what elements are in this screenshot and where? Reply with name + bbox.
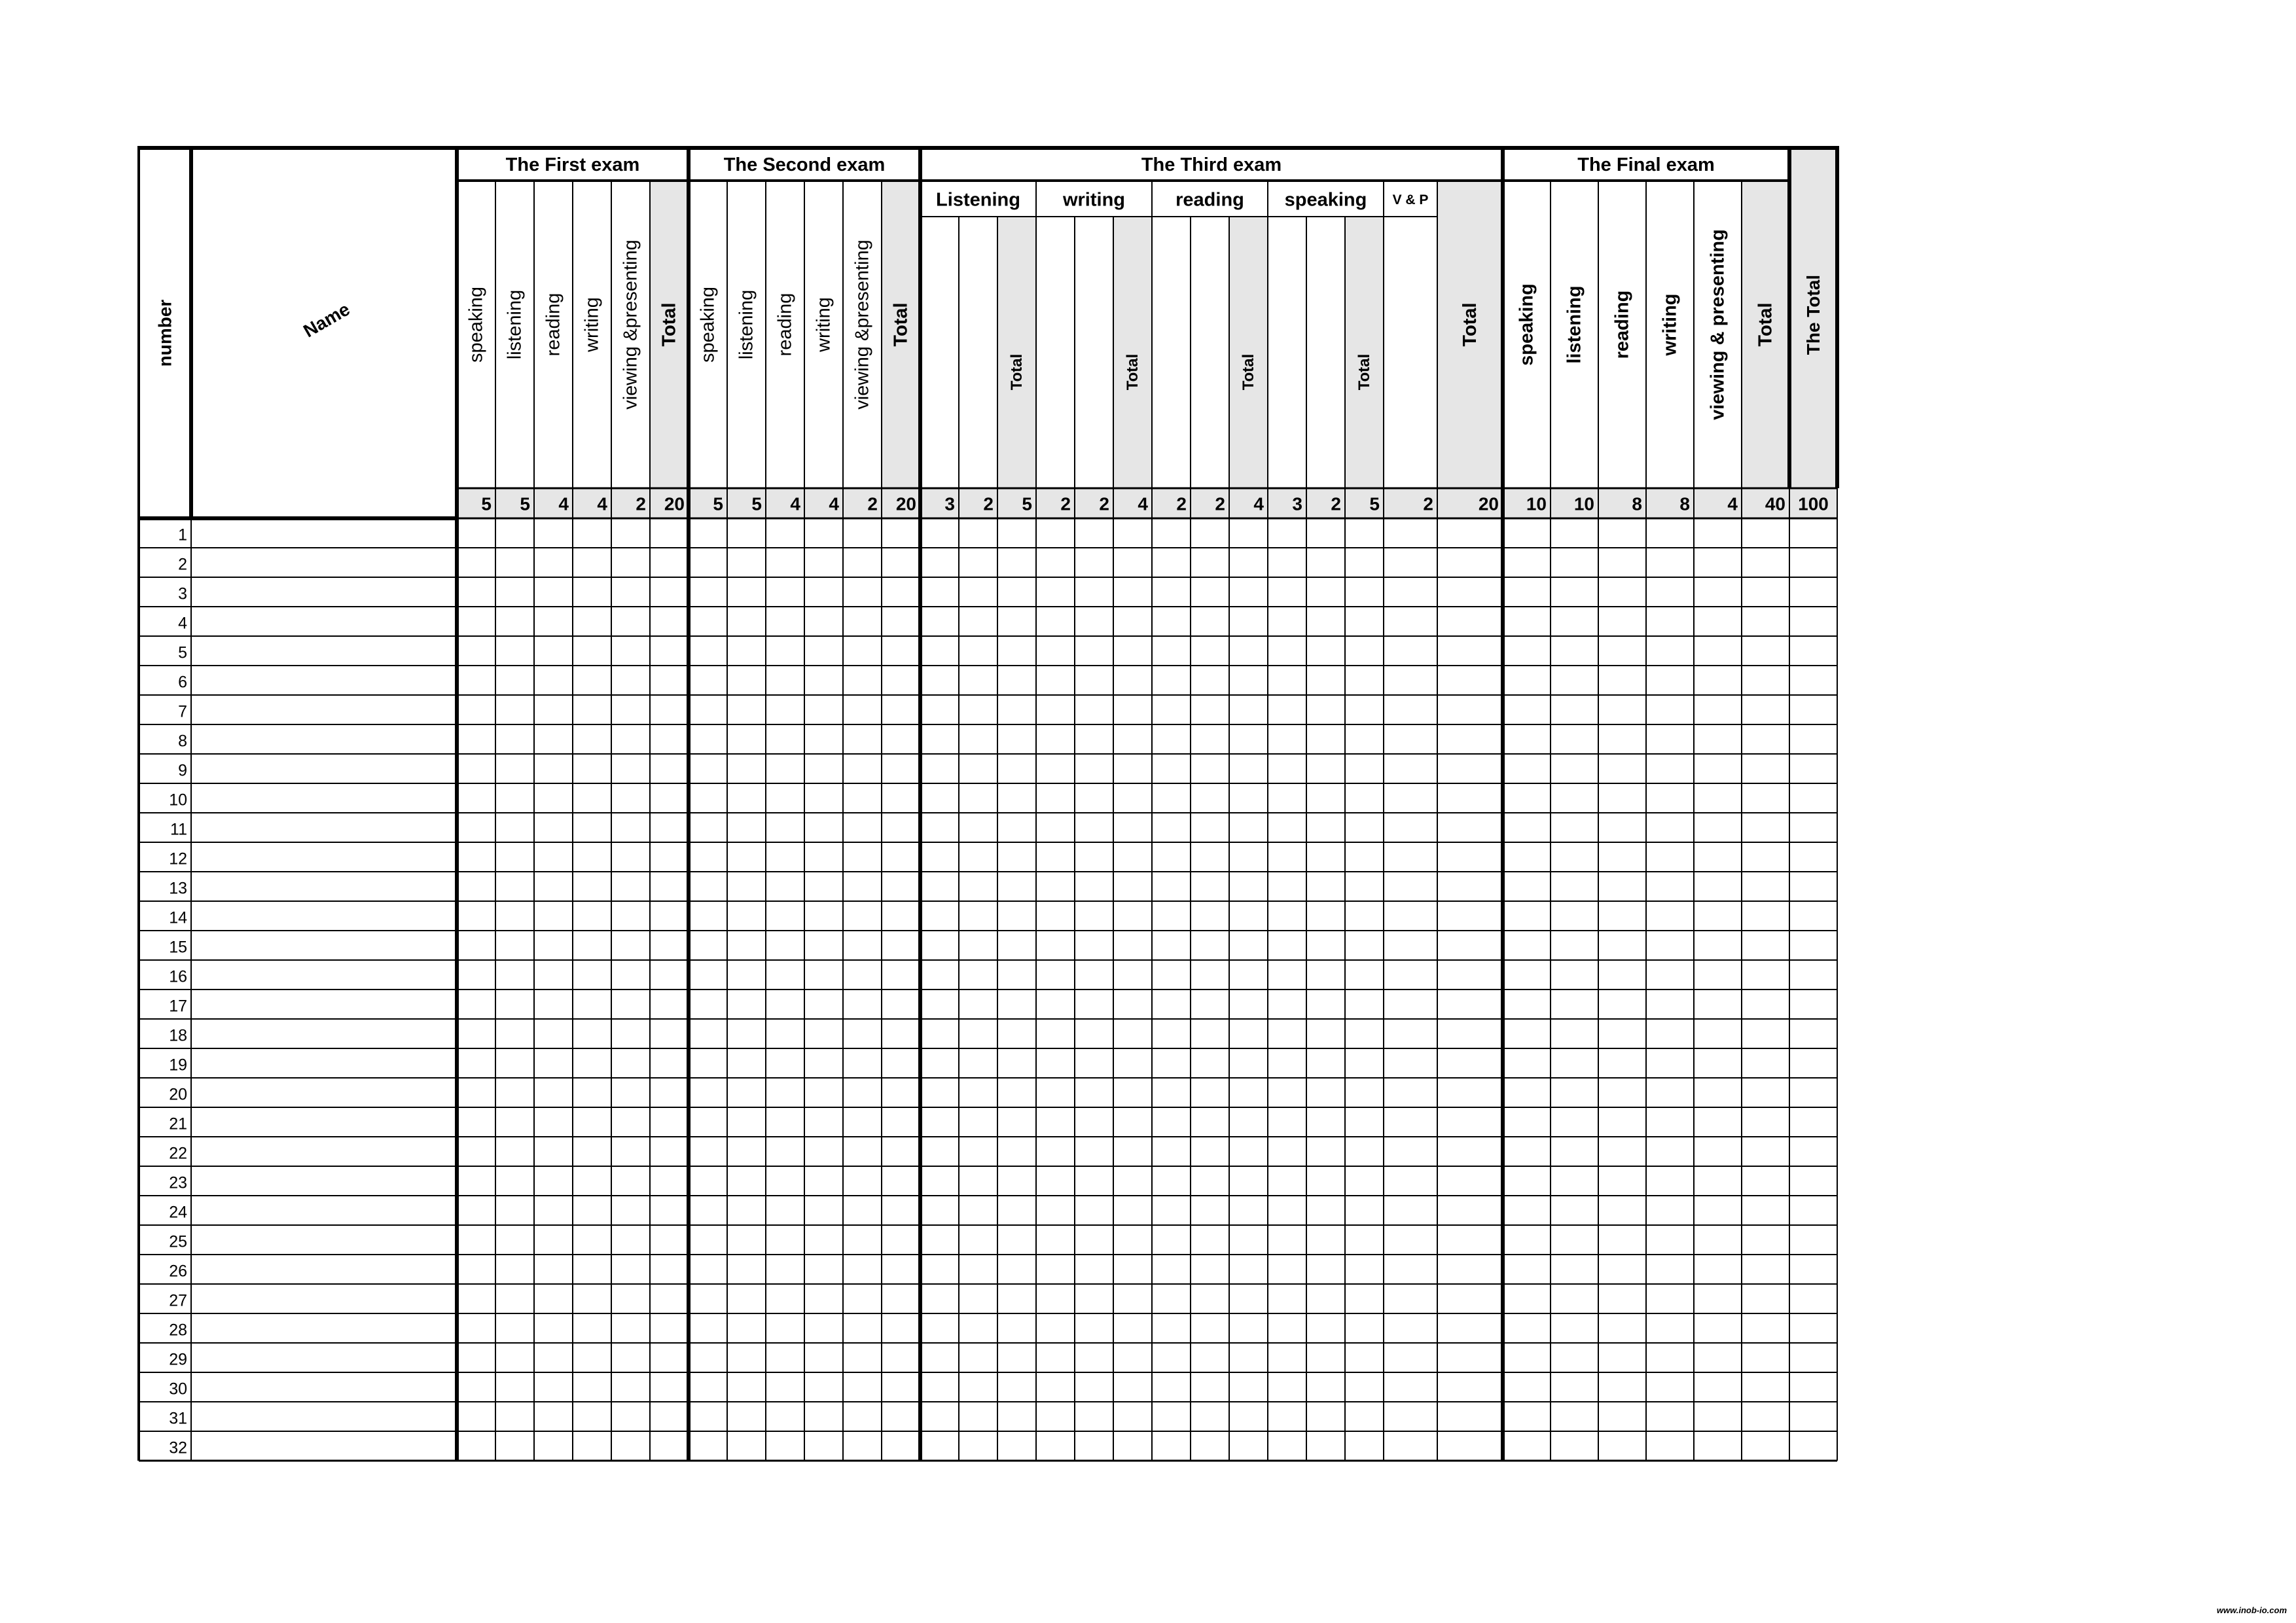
name-header: Name <box>300 298 353 342</box>
max-score: 8 <box>1632 493 1642 514</box>
skill-column-header: listening <box>736 289 757 360</box>
exam-group-title: reading <box>1175 189 1244 211</box>
total-column-header: Total <box>890 302 912 347</box>
max-score: 4 <box>597 493 607 514</box>
max-score: 4 <box>1727 493 1738 514</box>
max-score: 5 <box>751 493 762 514</box>
exam-group-title: speaking <box>1284 189 1367 211</box>
max-score: 5 <box>713 493 723 514</box>
total-column-header: Total <box>1124 353 1141 391</box>
skill-column-header: speaking <box>465 286 487 363</box>
row-number: 13 <box>169 879 187 898</box>
exam-title: The Second exam <box>723 154 886 175</box>
total-column-shade <box>1345 217 1384 488</box>
max-score: 4 <box>829 493 839 514</box>
total-column-header: Total <box>1240 353 1257 391</box>
skill-column-header: speaking <box>1516 283 1537 366</box>
exam-title: The Third exam <box>1141 154 1282 175</box>
exam-group-title: V & P <box>1392 192 1429 207</box>
skill-column-header: speaking <box>697 286 719 363</box>
row-number: 8 <box>178 732 187 751</box>
max-score: 5 <box>481 493 492 514</box>
row-number: 30 <box>169 1380 187 1399</box>
max-score: 10 <box>1573 493 1594 514</box>
exam-group-title: writing <box>1062 189 1126 211</box>
exam-title: The Final exam <box>1577 154 1715 175</box>
row-number: 29 <box>169 1350 187 1369</box>
row-number: 19 <box>169 1056 187 1075</box>
max-score: 4 <box>1138 493 1148 514</box>
row-number: 25 <box>169 1232 187 1251</box>
skill-column-header: writing <box>581 297 603 352</box>
row-number: 5 <box>178 643 187 662</box>
max-score: 2 <box>1215 493 1225 514</box>
max-score: 5 <box>1022 493 1032 514</box>
row-number: 15 <box>169 938 187 957</box>
total-column-shade <box>1229 217 1268 488</box>
number-header: number <box>154 299 175 367</box>
max-score: 3 <box>944 493 955 514</box>
row-number: 23 <box>169 1173 187 1192</box>
max-score: 4 <box>558 493 569 514</box>
skill-column-header: reading <box>1611 290 1633 359</box>
max-score: 4 <box>1253 493 1264 514</box>
skill-column-header: listening <box>504 289 526 360</box>
row-number: 32 <box>169 1438 187 1457</box>
max-score: 2 <box>1060 493 1071 514</box>
row-number: 9 <box>178 761 187 780</box>
skill-column-header: writing <box>1659 293 1681 356</box>
skill-column-header: viewing & presenting <box>1707 229 1729 420</box>
exam-group-title: Listening <box>936 189 1020 211</box>
max-score: 20 <box>895 493 916 514</box>
max-score: 5 <box>1369 493 1380 514</box>
max-score: 2 <box>636 493 646 514</box>
total-column-header: Total <box>1355 353 1373 391</box>
row-number: 14 <box>169 908 187 927</box>
max-score: 2 <box>1423 493 1433 514</box>
skill-column-header: writing <box>813 297 834 352</box>
total-column-header: Total <box>658 302 680 347</box>
row-number: 4 <box>178 614 187 633</box>
total-column-header: Total <box>1460 302 1480 347</box>
total-column-header: Total <box>1755 302 1776 347</box>
max-score: 8 <box>1679 493 1690 514</box>
row-number: 16 <box>169 967 187 986</box>
row-number: 18 <box>169 1026 187 1045</box>
max-score: 2 <box>983 493 994 514</box>
row-number: 24 <box>169 1203 187 1222</box>
grand-total-max: 100 <box>1798 493 1829 514</box>
skill-column-header: viewing &presenting <box>620 240 641 410</box>
exam-title: The First exam <box>505 154 640 175</box>
row-number: 11 <box>170 820 187 839</box>
row-number: 7 <box>178 702 187 721</box>
max-score: 4 <box>790 493 800 514</box>
max-score: 20 <box>664 493 685 514</box>
max-score: 40 <box>1765 493 1785 514</box>
row-number: 10 <box>169 791 187 810</box>
max-score: 5 <box>520 493 530 514</box>
row-number: 21 <box>169 1115 187 1133</box>
row-number: 22 <box>169 1144 187 1163</box>
footer-url: www.inob-io.com <box>2216 1605 2287 1615</box>
max-score: 2 <box>1099 493 1109 514</box>
row-number: 28 <box>169 1321 187 1340</box>
total-column-header: Total <box>1008 353 1026 391</box>
row-number: 12 <box>169 849 187 868</box>
grand-total-header: The Total <box>1803 274 1823 355</box>
row-number: 17 <box>169 997 187 1016</box>
skill-column-header: reading <box>543 293 564 357</box>
total-column-shade <box>997 217 1036 488</box>
total-column-shade <box>1113 217 1152 488</box>
max-score: 2 <box>867 493 878 514</box>
max-score: 3 <box>1292 493 1302 514</box>
row-number: 31 <box>169 1409 187 1428</box>
row-number: 2 <box>178 555 187 574</box>
row-number: 27 <box>169 1291 187 1310</box>
skill-column-header: reading <box>774 293 796 357</box>
max-score: 2 <box>1176 493 1187 514</box>
row-number: 1 <box>178 526 187 544</box>
max-score: 10 <box>1526 493 1547 514</box>
skill-column-header: listening <box>1564 285 1585 364</box>
row-number: 26 <box>169 1262 187 1281</box>
skill-column-header: viewing &presenting <box>852 240 873 410</box>
row-number: 20 <box>169 1085 187 1104</box>
max-score: 20 <box>1478 493 1499 514</box>
row-number: 6 <box>178 673 187 692</box>
row-number: 3 <box>178 584 187 603</box>
max-score: 2 <box>1331 493 1341 514</box>
